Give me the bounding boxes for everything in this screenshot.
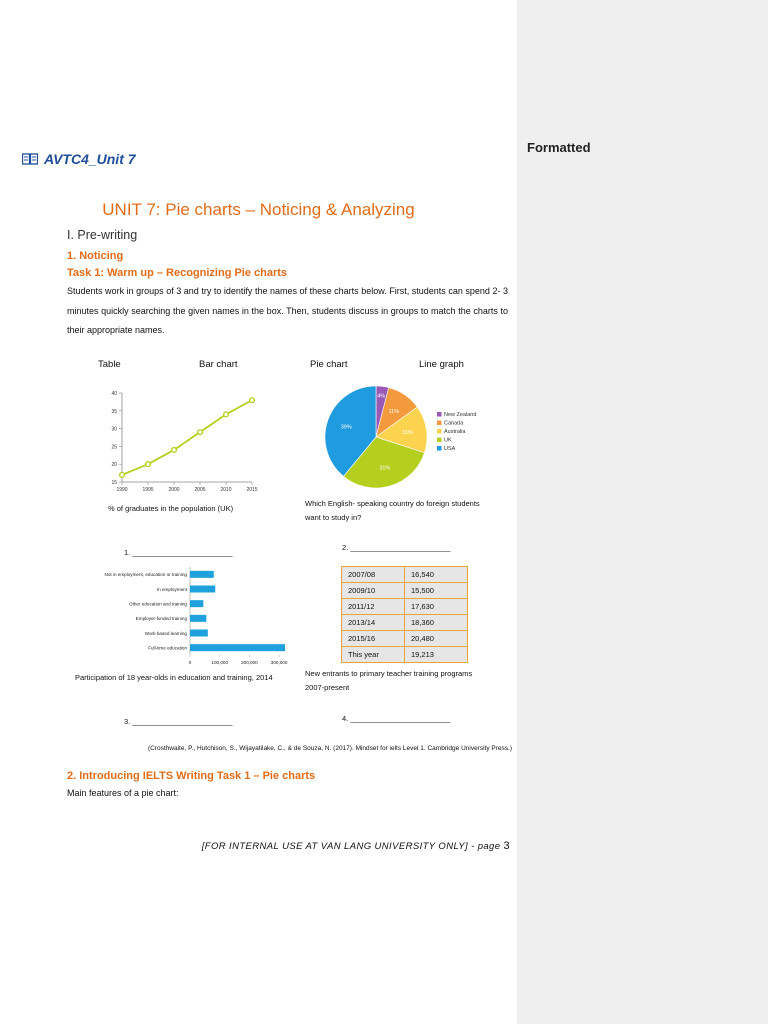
bar-rect: [190, 630, 208, 637]
bar-x-tick-label: 300,000: [270, 660, 288, 665]
line-x-tick-label: 1995: [142, 487, 154, 493]
book-icon: [22, 153, 38, 165]
caption-table: New entrants to primary teacher training programs 2007-present: [305, 669, 473, 692]
bar-x-tick-label: 0: [188, 660, 192, 665]
blank-3: 3. ________________________: [124, 717, 233, 726]
table-cell-value: 20,480: [405, 631, 468, 647]
line-x-tick-label: 2005: [194, 487, 206, 493]
page-number: 3: [503, 840, 510, 852]
table-row: [342, 647, 468, 663]
table-row: [342, 567, 468, 583]
line-y-tick-label: 30: [111, 426, 117, 433]
blank-2: 2. ________________________: [342, 543, 451, 552]
section-prewriting: I. Pre-writing: [67, 228, 138, 242]
bar-rect: [190, 600, 203, 607]
comment-header: Formatted: [527, 140, 591, 155]
pie-legend-swatch: [437, 421, 442, 426]
bar-rect: [190, 644, 285, 651]
bar-category-label: Full-time education: [148, 645, 187, 651]
line-y-tick-label: 35: [111, 408, 117, 415]
name-line-graph: Line graph: [419, 359, 464, 370]
pie-legend-label: UK: [444, 437, 452, 444]
pie-slice-label: 15%: [401, 430, 413, 437]
name-pie-chart: Pie chart: [310, 359, 348, 370]
line-point: [198, 430, 203, 435]
line-x-tick-label: 2010: [220, 487, 232, 493]
line-y-tick-label: 20: [111, 462, 117, 469]
line-x-tick-label: 1990: [116, 487, 128, 493]
table-cell-value: 16,540: [405, 567, 468, 583]
instructions-paragraph: Students work in groups of 3 and try to identify the names of these charts below. First, students can spend 2- 3 minutes quickly searching the given names in the box. Then, students discuss in groups to match the charts to their appropriate names.: [67, 286, 508, 335]
pie-legend-label: Canada: [444, 420, 464, 427]
pie-slice-label: 11%: [388, 408, 400, 415]
table-row: [342, 583, 468, 599]
course-code: AVTC4_Unit 7: [44, 151, 136, 167]
line-x-tick-label: 2000: [168, 487, 180, 493]
line-y-tick-label: 40: [111, 391, 117, 397]
name-bar-chart: Bar chart: [199, 359, 238, 370]
pie-slice-label: 39%: [340, 424, 352, 431]
table-cell-value: 15,500: [405, 583, 468, 599]
blank-1: 1. ________________________: [124, 548, 233, 557]
pie-chart: [320, 382, 490, 492]
table-cell-period: 2015/16: [342, 631, 405, 647]
table-cell-value: 17,630: [405, 599, 468, 615]
table-cell-period: 2011/12: [342, 599, 405, 615]
bar-chart: [68, 563, 294, 669]
bar-category-label: Employer-funded training: [135, 616, 187, 622]
line-point: [250, 398, 255, 403]
table-cell-period: This year: [342, 647, 405, 663]
bar-category-label: Not in employment, education or training: [104, 572, 187, 578]
line-point: [172, 448, 177, 453]
footer-text: [FOR INTERNAL USE AT VAN LANG UNIVERSITY ONLY] - page: [201, 841, 504, 852]
running-header: [22, 151, 136, 167]
data-table: [341, 566, 468, 663]
line-x-tick-label: 2015: [246, 487, 258, 493]
table-row: [342, 615, 468, 631]
caption-pie-chart: Which English- speaking country do foreign students want to study in?: [305, 499, 480, 522]
table-cell-period: 2007/08: [342, 567, 405, 583]
table-row: [342, 599, 468, 615]
unit-title: UNIT 7: Pie charts – Noticing & Analyzing: [102, 200, 415, 219]
pie-legend-swatch: [437, 438, 442, 443]
bar-rect: [190, 586, 215, 593]
pie-legend-label: New Zealand: [444, 412, 477, 418]
line-y-tick-label: 15: [111, 480, 117, 486]
bar-category-label: In employment: [156, 586, 187, 592]
main-features: Main features of a pie chart:: [67, 788, 179, 798]
pie-slice-label: 4%: [377, 393, 386, 400]
table-cell-value: 18,360: [405, 615, 468, 631]
heading-section2: 2. Introducing IELTS Writing Task 1 – Pie charts: [67, 770, 316, 782]
name-table: Table: [98, 359, 121, 370]
bar-x-tick-label: 100,000: [211, 660, 229, 665]
pie-legend-swatch: [437, 412, 442, 417]
line-y-tick-label: 25: [111, 444, 117, 451]
caption-bar-chart: Participation of 18 year-olds in education and training, 2014: [75, 673, 273, 682]
bar-category-label: Work-based learning: [144, 630, 187, 636]
pie-legend-label: USA: [444, 446, 456, 452]
pie-legend-label: Australia: [444, 429, 466, 435]
table-cell-period: 2009/10: [342, 583, 405, 599]
pie-legend-swatch: [437, 446, 442, 451]
caption-line-chart: % of graduates in the population (UK): [108, 504, 234, 513]
table-cell-period: 2013/14: [342, 615, 405, 631]
line-point: [224, 412, 229, 417]
bar-rect: [190, 571, 214, 578]
bar-x-tick-label: 200,000: [241, 660, 258, 665]
line-chart: [100, 385, 260, 497]
heading-task1: Task 1: Warm up – Recognizing Pie charts: [67, 267, 288, 279]
pie-legend-swatch: [437, 429, 442, 434]
bar-rect: [190, 615, 206, 622]
line-point: [120, 472, 125, 477]
heading-noticing: 1. Noticing: [67, 250, 124, 262]
blank-4: 4. ________________________: [342, 714, 451, 723]
line-point: [146, 462, 151, 467]
page-footer: [0, 840, 510, 852]
pie-slice-label: 31%: [379, 465, 391, 472]
table-cell-value: 19,213: [405, 647, 468, 663]
line-series: [122, 400, 252, 475]
bar-category-label: Other education and training: [129, 601, 187, 607]
table-row: [342, 631, 468, 647]
reference: (Crosthwaite, P., Hutchison, S., Wijayatilake, C., & de Souza, N. (2017). Mindset for ielts Level 1. Cambridge University Press.): [147, 745, 512, 752]
